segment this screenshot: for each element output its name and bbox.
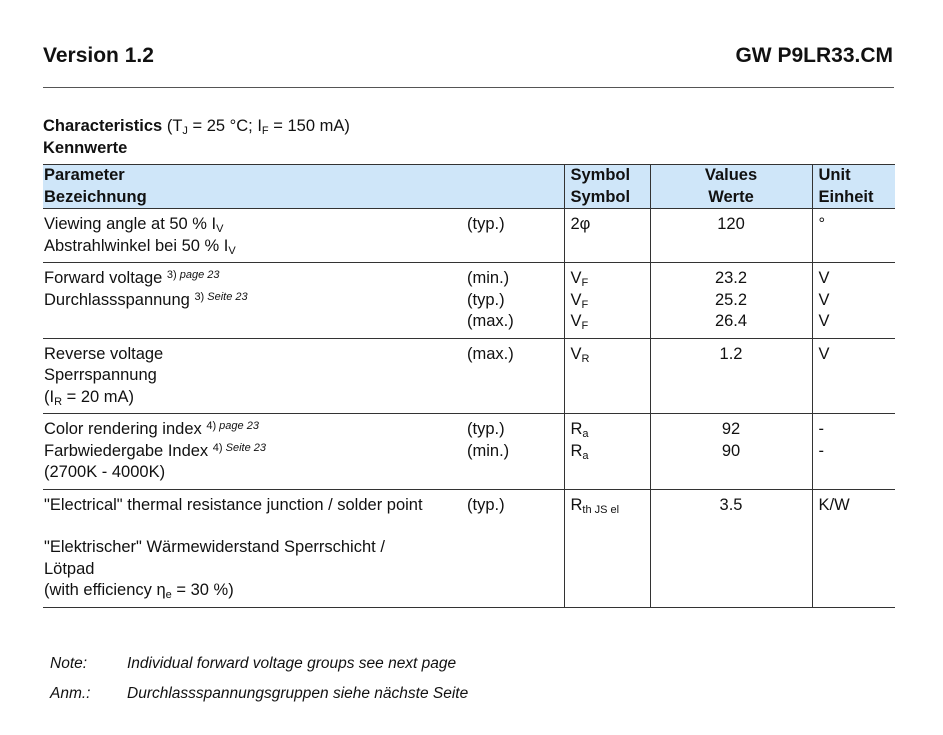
unit-cell: V bbox=[812, 338, 895, 414]
note-text: Individual forward voltage groups see next page bbox=[127, 655, 457, 672]
value-cell bbox=[650, 414, 812, 490]
footnote-number: 4) bbox=[206, 420, 217, 432]
param-de: Durchlassspannung bbox=[44, 290, 195, 309]
symbol-text: R bbox=[570, 420, 583, 438]
unit-cell bbox=[812, 414, 895, 490]
section-title bbox=[43, 117, 350, 136]
test-condition-sub: R bbox=[54, 395, 63, 408]
header-symbol: Symbol bbox=[564, 165, 650, 187]
condition-cell bbox=[467, 263, 564, 339]
unit-text: V bbox=[818, 312, 830, 330]
efficiency-text: = 30 %) bbox=[171, 581, 234, 599]
condition-min: (min.) bbox=[467, 441, 510, 460]
header-parameter: Parameter bbox=[43, 165, 467, 187]
param-de: Sperrspannung bbox=[44, 366, 157, 384]
footnote-ref bbox=[194, 291, 247, 303]
symbol-text: V bbox=[570, 269, 582, 287]
symbol-cell bbox=[564, 338, 650, 414]
footnote-page: page 23 bbox=[176, 269, 220, 281]
condition-typ: (typ.) bbox=[467, 420, 505, 438]
section-title-text: Characteristics bbox=[43, 117, 163, 135]
param-sub: V bbox=[228, 244, 236, 257]
part-number: GW P9LR33.CM bbox=[735, 44, 893, 67]
unit-text: V bbox=[818, 290, 830, 309]
conditions-sub: F bbox=[261, 125, 269, 137]
symbol-cell bbox=[564, 489, 650, 607]
note-text: Durchlassspannungsgruppen siehe nächste Seite bbox=[127, 685, 469, 702]
condition-max: (max.) bbox=[467, 312, 514, 330]
param-en: Color rendering index bbox=[44, 420, 207, 438]
spacer bbox=[44, 516, 467, 537]
footnote-number: 4) bbox=[212, 441, 223, 454]
value-typ: 25.2 bbox=[714, 290, 748, 309]
param-de: Farbwiedergabe Index bbox=[44, 441, 213, 460]
conditions-text: = 25 °C; I bbox=[187, 117, 262, 135]
document-version: Version 1.2 bbox=[43, 44, 154, 67]
parameter-cell bbox=[43, 489, 467, 607]
table-header-row bbox=[43, 165, 895, 187]
symbol-cell bbox=[564, 414, 650, 490]
symbol-text: V bbox=[570, 290, 582, 309]
header-symbol-de: Symbol bbox=[564, 187, 650, 209]
footnote-page: Seite 23 bbox=[222, 441, 266, 454]
efficiency-text: (with efficiency η bbox=[44, 581, 166, 599]
value-cell: 1.2 bbox=[650, 338, 812, 414]
table-row bbox=[43, 414, 895, 490]
header-unit-de: Einheit bbox=[812, 187, 895, 209]
table-row bbox=[43, 338, 895, 414]
unit-text: - bbox=[818, 420, 824, 438]
footnote-number: 3) bbox=[166, 269, 177, 281]
symbol-cell: 2φ bbox=[564, 209, 650, 263]
header-divider bbox=[43, 87, 894, 88]
unit-text: - bbox=[818, 441, 824, 460]
symbol-sub: F bbox=[581, 298, 589, 311]
symbol-sub: F bbox=[581, 320, 589, 332]
header-unit: Unit bbox=[812, 165, 895, 187]
header-spacer bbox=[467, 165, 564, 187]
table-row bbox=[43, 209, 895, 263]
symbol-text: V bbox=[570, 312, 582, 330]
section-title-german: Kennwerte bbox=[43, 139, 128, 157]
param-en: Viewing angle at 50 % I bbox=[44, 215, 217, 233]
value-cell bbox=[650, 263, 812, 339]
note-label: Anm.: bbox=[50, 685, 91, 702]
conditions-text: (T bbox=[162, 117, 183, 135]
parameter-cell bbox=[43, 414, 467, 490]
footnote-page: page 23 bbox=[216, 420, 259, 432]
parameter-cell bbox=[43, 263, 467, 339]
footnote-number: 3) bbox=[194, 290, 205, 303]
value-cell: 3.5 bbox=[650, 489, 812, 607]
header-values: Values bbox=[650, 165, 812, 187]
footnote-ref bbox=[213, 442, 266, 454]
param-de: Abstrahlwinkel bei 50 % I bbox=[44, 236, 229, 255]
condition-cell: (max.) bbox=[467, 338, 564, 414]
param-sub: V bbox=[216, 223, 224, 235]
conditions-text: = 150 mA) bbox=[268, 117, 350, 135]
conditions-sub: J bbox=[182, 125, 188, 137]
test-condition: = 20 mA) bbox=[62, 387, 135, 406]
unit-cell: ° bbox=[812, 209, 895, 263]
value-max: 26.4 bbox=[714, 312, 748, 330]
value-cell: 120 bbox=[650, 209, 812, 263]
value-typ: 92 bbox=[721, 420, 741, 438]
condition-typ: (typ.) bbox=[467, 290, 505, 309]
symbol-sub: a bbox=[582, 428, 589, 440]
parameter-cell bbox=[43, 338, 467, 414]
symbol-text: V bbox=[570, 344, 582, 363]
param-en: Reverse voltage bbox=[44, 344, 164, 363]
unit-text: V bbox=[818, 269, 830, 287]
condition-cell: (typ.) bbox=[467, 209, 564, 263]
footnote-ref bbox=[167, 269, 220, 281]
header-values-de: Werte bbox=[650, 187, 812, 209]
condition-cell: (typ.) bbox=[467, 489, 564, 607]
footnote-ref bbox=[206, 420, 259, 432]
characteristics-table bbox=[43, 164, 895, 608]
table-row bbox=[43, 489, 895, 607]
note-german bbox=[50, 685, 468, 703]
unit-cell: K/W bbox=[812, 489, 895, 607]
value-min: 90 bbox=[721, 441, 741, 460]
header-parameter-de: Bezeichnung bbox=[43, 187, 467, 209]
param-de: "Elektrischer" Wärmewiderstand Sperrschicht / bbox=[44, 538, 385, 556]
symbol-sub: th JS el bbox=[582, 503, 620, 516]
condition-cell bbox=[467, 414, 564, 490]
table-row bbox=[43, 263, 895, 339]
param-en: Forward voltage bbox=[44, 269, 167, 287]
symbol-sub: F bbox=[581, 277, 589, 289]
value-min: 23.2 bbox=[714, 269, 748, 287]
note-label: Note: bbox=[50, 655, 88, 672]
symbol-text: R bbox=[570, 495, 583, 514]
param-de: Lötpad bbox=[44, 559, 95, 578]
test-condition: (I bbox=[44, 387, 55, 406]
symbol-cell bbox=[564, 263, 650, 339]
symbol-text: R bbox=[570, 441, 583, 460]
parameter-cell bbox=[43, 209, 467, 263]
efficiency-sub: e bbox=[165, 589, 172, 601]
symbol-sub: a bbox=[582, 449, 589, 462]
condition-min: (min.) bbox=[467, 269, 510, 287]
symbol-sub: R bbox=[581, 352, 590, 365]
footnote-page: Seite 23 bbox=[204, 290, 248, 303]
table-header-row-german bbox=[43, 187, 895, 209]
unit-cell bbox=[812, 263, 895, 339]
cct-range: (2700K - 4000K) bbox=[44, 463, 166, 481]
note-english bbox=[50, 655, 456, 673]
header-spacer bbox=[467, 187, 564, 209]
param-en: "Electrical" thermal resistance junction / solder point bbox=[44, 495, 423, 514]
